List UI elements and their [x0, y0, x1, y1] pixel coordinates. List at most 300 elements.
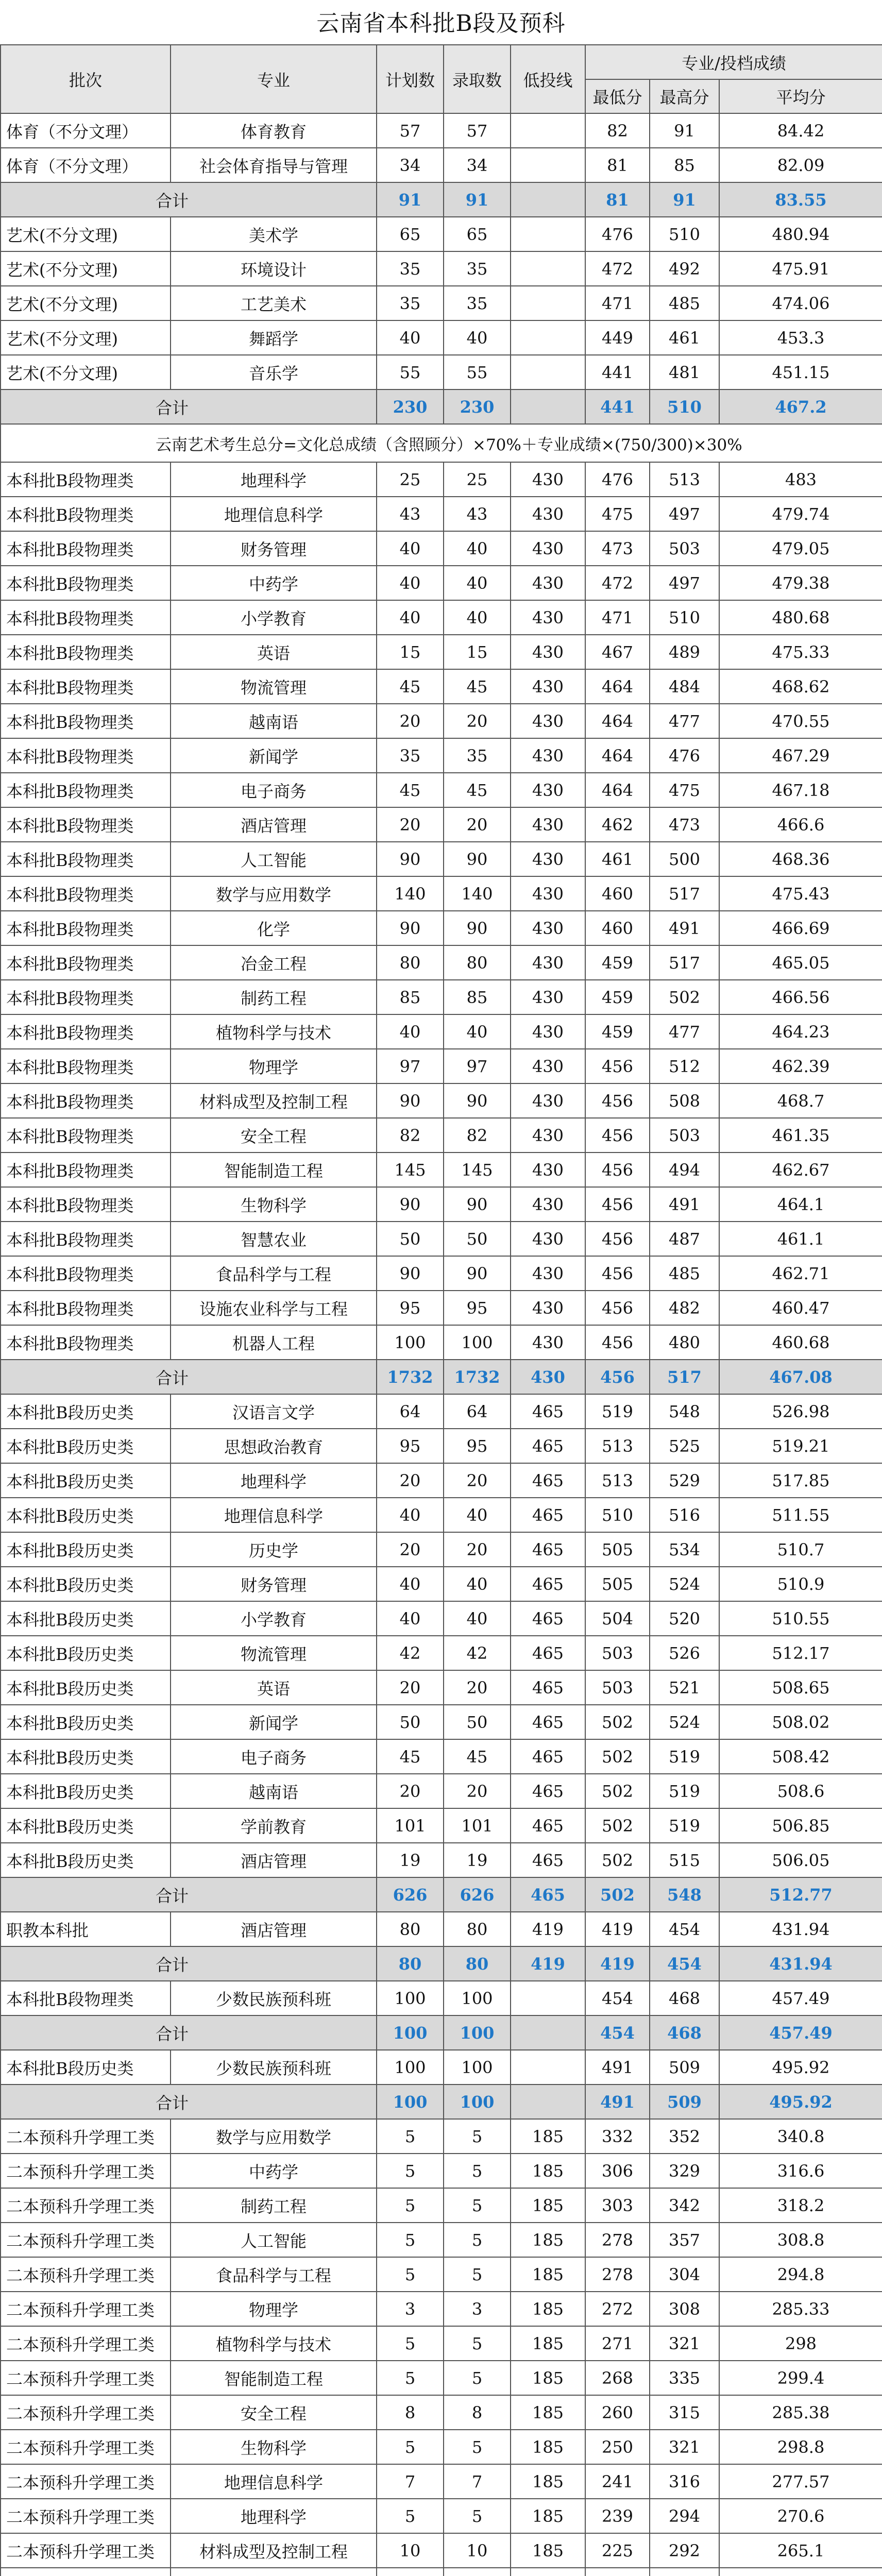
cell-plan: 5	[377, 2257, 444, 2292]
table-row	[1, 1567, 882, 1601]
cell-max: 342	[650, 2188, 719, 2223]
cell-batch: 本科批B段历史类	[1, 1567, 171, 1601]
cell-avg: 467.2	[719, 389, 882, 424]
cell-plan: 1732	[377, 1360, 444, 1394]
cell-max: 510	[650, 217, 719, 251]
cell-min: 503	[585, 1670, 650, 1705]
cell-low-line: 430	[511, 497, 585, 531]
cell-plan: 5	[377, 2430, 444, 2464]
table-row	[1, 945, 882, 980]
cell-major: 植物科学与技术	[171, 1014, 377, 1049]
cell-admit: 90	[444, 1083, 511, 1118]
cell-batch: 二本预科升学理工类	[1, 2154, 171, 2188]
table-body	[1, 113, 882, 2576]
cell-min: 456	[585, 1291, 650, 1325]
cell-plan: 20	[377, 1670, 444, 1705]
cell-max: 519	[650, 1774, 719, 1808]
cell-plan: 3	[377, 2292, 444, 2326]
cell-max: 485	[650, 286, 719, 320]
cell-plan: 626	[377, 1877, 444, 1912]
cell-plan: 91	[377, 182, 444, 217]
cell-low-line: 465	[511, 1429, 585, 1463]
cell-batch: 二本预科升学理工类	[1, 2292, 171, 2326]
cell-low-line: 185	[511, 2119, 585, 2154]
cell-batch: 本科批B段历史类	[1, 1774, 171, 1808]
cell-plan: 20	[377, 1532, 444, 1567]
cell-batch: 二本预科升学理工类	[1, 2119, 171, 2154]
cell-plan: 40	[377, 531, 444, 566]
cell-major: 地理信息科学	[171, 2464, 377, 2499]
cell-batch: 本科批B段物理类	[1, 842, 171, 876]
cell-plan: 42	[377, 1636, 444, 1670]
table-row	[1, 462, 882, 497]
cell-low-line	[511, 355, 585, 389]
cell-avg: 340.8	[719, 2119, 882, 2154]
cell-major: 英语	[171, 635, 377, 669]
cell-admit: 7	[444, 2464, 511, 2499]
cell-min: 464	[585, 738, 650, 773]
cell-major: 环境设计	[171, 251, 377, 286]
cell-min: 456	[585, 1360, 650, 1394]
cell-batch: 二本预科升学理工类	[1, 2533, 171, 2568]
cell-avg: 470.55	[719, 704, 882, 738]
cell-plan: 45	[377, 669, 444, 704]
subtotal-label: 合计	[1, 389, 377, 424]
cell-avg: 461.1	[719, 1222, 882, 1256]
cell-min: 456	[585, 1118, 650, 1153]
cell-min: 502	[585, 1774, 650, 1808]
header-avg: 平均分	[719, 79, 882, 113]
cell-major: 新闻学	[171, 738, 377, 773]
table-row	[1, 2050, 882, 2084]
table-row	[1, 2154, 882, 2188]
cell-batch: 二本预科升学理工类	[1, 2257, 171, 2292]
table-row	[1, 669, 882, 704]
cell-avg: 84.42	[719, 113, 882, 148]
subtotal-label: 合计	[1, 2084, 377, 2119]
cell-admit: 35	[444, 286, 511, 320]
cell-min: 503	[585, 1636, 650, 1670]
cell-avg: 461.35	[719, 1118, 882, 1153]
cell-min: 454	[585, 2015, 650, 2050]
cell-major: 数学与应用数学	[171, 2119, 377, 2154]
cell-avg: 298	[719, 2326, 882, 2361]
cell-max: 294	[650, 2499, 719, 2533]
table-row	[1, 2568, 882, 2576]
cell-low-line: 185	[511, 2361, 585, 2395]
cell-max: 492	[650, 251, 719, 286]
cell-major: 社会体育指导与管理	[171, 148, 377, 182]
cell-max: 316	[650, 2464, 719, 2499]
cell-min: 502	[585, 1877, 650, 1912]
cell-min: 332	[585, 2119, 650, 2154]
cell-avg: 451.15	[719, 355, 882, 389]
cell-avg: 270.6	[719, 2499, 882, 2533]
subtotal-label: 合计	[1, 182, 377, 217]
cell-min: 472	[585, 566, 650, 600]
cell-min: 504	[585, 1601, 650, 1636]
cell-batch: 本科批B段物理类	[1, 1325, 171, 1360]
cell-avg: 495.92	[719, 2084, 882, 2119]
cell-batch: 本科批B段物理类	[1, 462, 171, 497]
cell-min: 460	[585, 876, 650, 911]
cell-avg: 495.92	[719, 2050, 882, 2084]
cell-major: 地理科学	[171, 1463, 377, 1498]
cell-admit: 5	[444, 2361, 511, 2395]
cell-min: 505	[585, 1532, 650, 1567]
cell-max: 526	[650, 1636, 719, 1670]
cell-plan: 40	[377, 1567, 444, 1601]
cell-admit: 5	[444, 2188, 511, 2223]
cell-admit: 25	[444, 462, 511, 497]
cell-avg: 468.62	[719, 669, 882, 704]
table-row	[1, 1429, 882, 1463]
cell-avg: 479.05	[719, 531, 882, 566]
table-row	[1, 1774, 882, 1808]
cell-admit: 90	[444, 1187, 511, 1222]
cell-major: 历史学	[171, 1532, 377, 1567]
cell-max: 487	[650, 1222, 719, 1256]
cell-major: 财务管理	[171, 531, 377, 566]
cell-plan: 100	[377, 1325, 444, 1360]
cell-admit: 91	[444, 182, 511, 217]
cell-batch: 体育（不分文理）	[1, 113, 171, 148]
cell-low-line: 430	[511, 566, 585, 600]
cell-min: 459	[585, 980, 650, 1014]
table-row	[1, 355, 882, 389]
cell-plan: 95	[377, 1429, 444, 1463]
cell-max: 485	[650, 1256, 719, 1291]
cell-major: 材料成型及控制工程	[171, 2533, 377, 2568]
cell-min: 272	[585, 2292, 650, 2326]
cell-low-line	[511, 217, 585, 251]
cell-batch: 本科批B段物理类	[1, 911, 171, 945]
cell-avg: 460.68	[719, 1325, 882, 1360]
cell-major: 地理科学	[171, 462, 377, 497]
cell-admit: 90	[444, 911, 511, 945]
cell-max: 500	[650, 842, 719, 876]
cell-avg: 508.02	[719, 1705, 882, 1739]
table-row	[1, 1118, 882, 1153]
cell-plan: 5	[377, 2223, 444, 2257]
cell-plan: 5	[377, 2119, 444, 2154]
cell-batch: 本科批B段历史类	[1, 1739, 171, 1774]
cell-low-line: 465	[511, 1808, 585, 1843]
cell-avg: 512.77	[719, 1877, 882, 1912]
cell-admit: 20	[444, 807, 511, 842]
cell-avg: 277.57	[719, 2464, 882, 2499]
cell-batch: 本科批B段历史类	[1, 1808, 171, 1843]
cell-low-line: 185	[511, 2326, 585, 2361]
header-plan: 计划数	[377, 45, 444, 113]
cell-min: 513	[585, 1463, 650, 1498]
cell-avg: 475.91	[719, 251, 882, 286]
header-batch: 批次	[1, 45, 171, 113]
cell-major: 越南语	[171, 1774, 377, 1808]
cell-batch: 本科批B段物理类	[1, 531, 171, 566]
subtotal-row	[1, 2015, 882, 2050]
cell-max: 519	[650, 1739, 719, 1774]
cell-min: 441	[585, 389, 650, 424]
table-row	[1, 738, 882, 773]
cell-max: 513	[650, 462, 719, 497]
cell-admit: 101	[444, 1808, 511, 1843]
cell-admit: 5	[444, 2326, 511, 2361]
cell-max: 515	[650, 1843, 719, 1877]
cell-admit: 45	[444, 773, 511, 807]
cell-batch: 本科批B段物理类	[1, 1118, 171, 1153]
cell-max: 517	[650, 945, 719, 980]
cell-batch: 本科批B段物理类	[1, 1981, 171, 2015]
cell-batch: 二本预科升学理工类	[1, 2395, 171, 2430]
cell-avg: 464.23	[719, 1014, 882, 1049]
cell-admit: 100	[444, 2050, 511, 2084]
cell-batch: 二本预科升学理工类	[1, 2223, 171, 2257]
cell-max: 520	[650, 1601, 719, 1636]
cell-plan: 55	[377, 355, 444, 389]
cell-plan: 57	[377, 113, 444, 148]
cell-major: 英语	[171, 1670, 377, 1705]
cell-plan: 100	[377, 2015, 444, 2050]
cell-batch: 本科批B段历史类	[1, 2050, 171, 2084]
cell-low-line	[511, 182, 585, 217]
table-row	[1, 148, 882, 182]
table-row	[1, 531, 882, 566]
cell-batch: 艺术(不分文理)	[1, 286, 171, 320]
cell-plan: 34	[377, 148, 444, 182]
table-row	[1, 1187, 882, 1222]
cell-batch: 本科批B段物理类	[1, 566, 171, 600]
cell-avg: 265.1	[719, 2533, 882, 2568]
cell-max: 497	[650, 497, 719, 531]
cell-plan: 20	[377, 807, 444, 842]
subtotal-row	[1, 1946, 882, 1981]
cell-low-line: 430	[511, 842, 585, 876]
subtotal-row	[1, 1877, 882, 1912]
cell-plan: 82	[377, 1118, 444, 1153]
cell-batch: 二本预科升学理工类	[1, 2430, 171, 2464]
cell-major: 物流管理	[171, 1636, 377, 1670]
cell-admit: 80	[444, 945, 511, 980]
cell-max: 481	[650, 355, 719, 389]
cell-min: 476	[585, 462, 650, 497]
cell-avg: 460.47	[719, 1291, 882, 1325]
cell-major: 新闻学	[171, 1705, 377, 1739]
table-row	[1, 1670, 882, 1705]
cell-batch: 本科批B段物理类	[1, 1256, 171, 1291]
cell-low-line: 430	[511, 1256, 585, 1291]
table-row	[1, 1705, 882, 1739]
cell-low-line: 430	[511, 635, 585, 669]
cell-avg: 285.33	[719, 2292, 882, 2326]
cell-low-line	[511, 1981, 585, 2015]
cell-major: 机器人工程	[171, 1325, 377, 1360]
cell-avg: 510.7	[719, 1532, 882, 1567]
table-row	[1, 1981, 882, 2015]
cell-plan: 90	[377, 1256, 444, 1291]
cell-admit: 3	[444, 2292, 511, 2326]
table-row	[1, 1636, 882, 1670]
cell-min: 456	[585, 1325, 650, 1360]
cell-avg: 83.55	[719, 182, 882, 217]
cell-max: 357	[650, 2223, 719, 2257]
cell-admit: 50	[444, 1705, 511, 1739]
cell-low-line: 430	[511, 945, 585, 980]
cell-avg: 468.7	[719, 1083, 882, 1118]
cell-admit: 90	[444, 1256, 511, 1291]
cell-low-line	[511, 148, 585, 182]
cell-low-line	[511, 2084, 585, 2119]
cell-admit: 8	[444, 2395, 511, 2430]
cell-avg: 431.94	[719, 1946, 882, 1981]
cell-avg: 285.38	[719, 2395, 882, 2430]
cell-admit: 15	[444, 635, 511, 669]
cell-batch: 艺术(不分文理)	[1, 251, 171, 286]
cell-avg	[719, 2568, 882, 2576]
cell-batch: 体育（不分文理）	[1, 148, 171, 182]
cell-major: 植物科学与技术	[171, 2326, 377, 2361]
cell-max: 510	[650, 389, 719, 424]
cell-admit: 45	[444, 669, 511, 704]
cell-avg: 510.55	[719, 1601, 882, 1636]
cell-max: 468	[650, 2015, 719, 2050]
cell-avg: 299.4	[719, 2361, 882, 2395]
cell-batch: 本科批B段历史类	[1, 1843, 171, 1877]
cell-plan: 65	[377, 217, 444, 251]
cell-max: 491	[650, 911, 719, 945]
cell-avg: 467.18	[719, 773, 882, 807]
cell-low-line: 185	[511, 2395, 585, 2430]
table-row	[1, 251, 882, 286]
cell-min: 476	[585, 217, 650, 251]
cell-low-line: 430	[511, 1049, 585, 1083]
cell-batch: 职教本科批	[1, 1912, 171, 1946]
cell-plan: 80	[377, 945, 444, 980]
cell-major: 音乐学	[171, 355, 377, 389]
cell-min: 471	[585, 286, 650, 320]
table-row	[1, 1153, 882, 1187]
cell-min: 467	[585, 635, 650, 669]
cell-batch	[1, 2568, 171, 2576]
cell-major: 酒店管理	[171, 1843, 377, 1877]
table-row	[1, 320, 882, 355]
cell-min: 456	[585, 1222, 650, 1256]
table-row	[1, 1256, 882, 1291]
cell-batch: 本科批B段历史类	[1, 1498, 171, 1532]
cell-batch: 艺术(不分文理)	[1, 217, 171, 251]
cell-major: 物理学	[171, 2292, 377, 2326]
table-row	[1, 497, 882, 531]
cell-min: 459	[585, 945, 650, 980]
cell-plan: 5	[377, 2361, 444, 2395]
header-admit: 录取数	[444, 45, 511, 113]
cell-avg: 519.21	[719, 1429, 882, 1463]
cell-plan: 35	[377, 251, 444, 286]
cell-batch: 本科批B段历史类	[1, 1429, 171, 1463]
cell-min: 464	[585, 669, 650, 704]
cell-min: 459	[585, 1014, 650, 1049]
cell-low-line: 185	[511, 2464, 585, 2499]
cell-low-line: 185	[511, 2430, 585, 2464]
cell-plan: 5	[377, 2499, 444, 2533]
cell-admit: 100	[444, 2015, 511, 2050]
cell-major: 地理信息科学	[171, 1498, 377, 1532]
subtotal-row	[1, 389, 882, 424]
cell-low-line: 430	[511, 738, 585, 773]
cell-max: 525	[650, 1429, 719, 1463]
cell-admit: 5	[444, 2119, 511, 2154]
cell-max: 509	[650, 2050, 719, 2084]
cell-admit: 43	[444, 497, 511, 531]
cell-min: 271	[585, 2326, 650, 2361]
cell-max: 517	[650, 876, 719, 911]
cell-max: 516	[650, 1498, 719, 1532]
table-row	[1, 600, 882, 635]
cell-admit: 100	[444, 1325, 511, 1360]
cell-admit: 95	[444, 1291, 511, 1325]
cell-min: 81	[585, 148, 650, 182]
table-row	[1, 1843, 882, 1877]
cell-avg: 508.65	[719, 1670, 882, 1705]
cell-avg: 466.56	[719, 980, 882, 1014]
cell-admit: 140	[444, 876, 511, 911]
cell-plan: 45	[377, 773, 444, 807]
header-min: 最低分	[585, 79, 650, 113]
cell-batch: 本科批B段历史类	[1, 1670, 171, 1705]
cell-major: 数学与应用数学	[171, 876, 377, 911]
cell-major: 人工智能	[171, 2223, 377, 2257]
cell-low-line: 465	[511, 1601, 585, 1636]
cell-batch: 本科批B段物理类	[1, 1222, 171, 1256]
cell-avg: 479.74	[719, 497, 882, 531]
cell-major: 生物科学	[171, 2430, 377, 2464]
cell-admit: 80	[444, 1946, 511, 1981]
cell-major: 小学教育	[171, 600, 377, 635]
cell-min: 456	[585, 1187, 650, 1222]
cell-admit	[444, 2568, 511, 2576]
cell-batch: 本科批B段历史类	[1, 1705, 171, 1739]
cell-plan: 43	[377, 497, 444, 531]
cell-low-line: 185	[511, 2499, 585, 2533]
cell-plan: 50	[377, 1222, 444, 1256]
cell-low-line: 185	[511, 2257, 585, 2292]
table-row	[1, 1739, 882, 1774]
table-row	[1, 1083, 882, 1118]
cell-avg: 468.36	[719, 842, 882, 876]
table-row	[1, 1222, 882, 1256]
cell-admit: 19	[444, 1843, 511, 1877]
cell-admit: 40	[444, 531, 511, 566]
table-row	[1, 807, 882, 842]
cell-max: 482	[650, 1291, 719, 1325]
cell-major	[171, 2568, 377, 2576]
cell-batch: 本科批B段物理类	[1, 1153, 171, 1187]
cell-batch: 本科批B段物理类	[1, 497, 171, 531]
cell-low-line: 430	[511, 980, 585, 1014]
cell-admit: 65	[444, 217, 511, 251]
cell-batch: 艺术(不分文理)	[1, 320, 171, 355]
cell-plan: 90	[377, 1187, 444, 1222]
cell-min: 260	[585, 2395, 650, 2430]
cell-admit: 100	[444, 2084, 511, 2119]
cell-max: 329	[650, 2154, 719, 2188]
cell-min: 513	[585, 1429, 650, 1463]
cell-plan: 100	[377, 2050, 444, 2084]
cell-admit: 45	[444, 1739, 511, 1774]
cell-major: 工艺美术	[171, 286, 377, 320]
cell-low-line: 430	[511, 1360, 585, 1394]
cell-batch: 本科批B段历史类	[1, 1601, 171, 1636]
